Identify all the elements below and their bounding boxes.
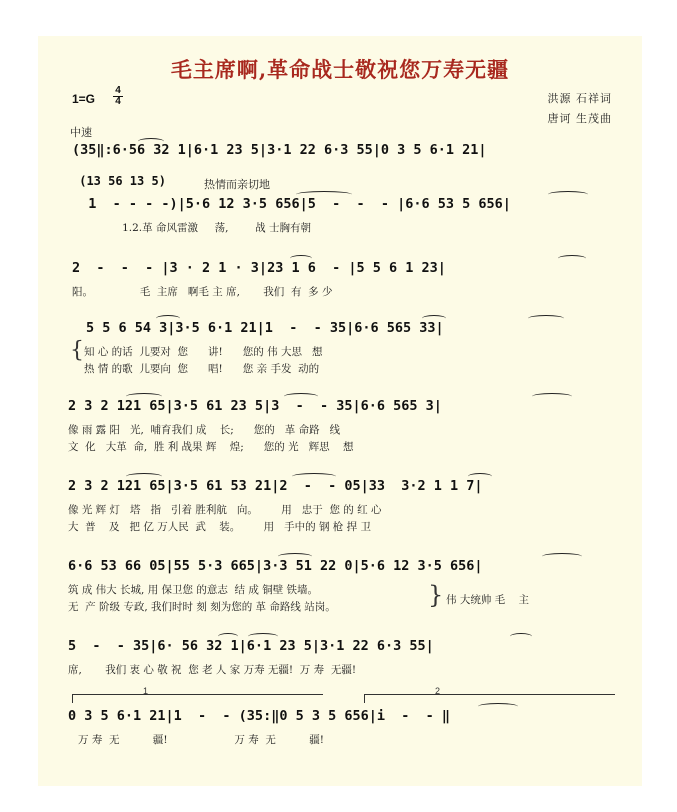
lyrics-line-5b: 文 化 大革 命, 胜 利 战果 辉 煌; 您的 光 辉思 想 xyxy=(68,441,354,453)
lyrics-line-9: 万 寿 无 疆! 万 寿 无 疆! xyxy=(68,734,324,746)
lyrics-line-6a: 像 光 辉 灯 塔 指 引着 胜利航 向。 用 忠于 您 的 红 心 xyxy=(68,504,382,516)
verse-brace: { xyxy=(70,338,84,363)
notes-line-9: 0 3 5 6·1 21|1 - - (35:‖0 5 3 5 656|i - - ‖ xyxy=(68,708,451,724)
notes-line-3: 2 - - - |3 · 2 1 · 3|23 1 6 - |5 5 6 1 23| xyxy=(72,260,446,276)
lyrics-line-7c: 伟 大统帅 毛 主 xyxy=(446,594,530,606)
volta-1-label: 1 xyxy=(143,686,149,696)
volta-2-label: 2 xyxy=(435,686,441,696)
lyrics-line-8: 席, 我们 衷 心 敬 祝 您 老 人 家 万寿 无疆! 万 寿 无疆! xyxy=(68,664,357,676)
lyrics-line-4b: 热 情 的歌 儿要向 您 唱! 您 亲 手发 动的 xyxy=(84,363,320,375)
lyrics-line-5a: 像 雨 露 阳 光, 哺育我们 成 长; 您的 革 命路 线 xyxy=(68,424,341,436)
notes-line-4: 5 5 6 54 3|3·5 6·1 21|1 - - 35|6·6 565 33| xyxy=(86,320,444,336)
lyrics-line-7b: 无 产 阶级 专政, 我们时时 刻 刻为您的 革 命路线 站岗。 xyxy=(68,601,336,613)
volta-2 xyxy=(364,686,615,703)
lyricist-credit: 洪源 石祥词 xyxy=(547,92,612,105)
lyrics-line-2: 1.2.革 命风雷激 荡, 战 士胸有朝 xyxy=(72,222,312,234)
composer-credit: 唐诃 生茂曲 xyxy=(547,112,612,125)
notes-line-1: (35‖:6·56 32 1|6·1 23 5|3·1 22 6·3 55|0 3 5 6·1 21| xyxy=(72,142,487,158)
lyrics-line-7a: 筑 成 伟大 长城, 用 保卫您 的意志 结 成 铜壁 铁墙。 xyxy=(68,584,319,596)
song-title: 毛主席啊,革命战士敬祝您万寿无疆 xyxy=(170,57,510,82)
score-page: 毛主席啊,革命战士敬祝您万寿无疆 1=G 4 4 洪源 石祥词 唐诃 生茂曲 中速 (35‖:6·56 32 1|6·1 23 5|3·1 22 6·3 55|0 3 5 6·1 21| (13 56 13 5) 热情而亲切地 1 - - - -)|5·6 12 3·5 656|5 - - - |6·6 53 5 656| 1.2.革 命风雷激 荡, 战 士胸有朝 2 - - - |3 · 2 1 · 3|23 1 6 - |5 5 6 1 23| 阳。 毛 主席 啊毛 主 席, 我们 有 多 少 5 5 6 54 3|3·5 6·1 21|1 - - 35|6·6 565 33| { 知 心 的话 儿要对 您 讲! 您的 伟 大思 想 热 情 的歌 儿要向 您 唱! 您 亲 手发 动的 2 3 2 121 65|3·5 61 23 5|3 - - 35|6·6 565 3| 像 雨 露 阳 光, 哺育我们 成 长; 您的 革 命路 线 文 化 大革 命, 胜 利 战果 辉 煌; 您的 光 辉思 想 2 3 2 121 65|3·5 61 53 21|2 - - 05|33 3·2 1 1 7| 像 光 辉 灯 塔 指 引着 胜利航 向。 用 忠于 您 的 红 心 大 普 及 把 亿 万人民 武 装。 用 手中的 钢 枪 捍 卫 6·6 53 66 05|55 5·3 665|3·3 51 22 0|5·6 12 3·5 656| 筑 成 伟大 长城, 用 保卫您 的意志 结 成 铜壁 铁墙。 无 产 阶级 专政, 我们时时 刻 刻为您的 革 命路线 站岗。 } 伟 大统帅 毛 主 5 - - 35|6· 56 32 1|6·1 23 5|3·1 22 6·3 55| 席, 我们 衷 心 敬 祝 您 老 人 家 万寿 无疆! 万 寿 无疆! 1 2 0 3 5 6·1 21|1 - - (35:‖0 5 3 5 656|i - - ‖ 万 寿 无 疆! 万 寿 无 疆! xyxy=(38,36,642,786)
notes-line-2: 1 - - - -)|5·6 12 3·5 656|5 - - - |6·6 53 5 656| xyxy=(72,196,511,212)
lyrics-line-4a: 知 心 的话 儿要对 您 讲! 您的 伟 大思 想 xyxy=(84,346,323,358)
tempo-marking: 中速 xyxy=(70,126,92,139)
expression-marking: 热情而亲切地 xyxy=(204,178,270,191)
volta-1 xyxy=(72,686,323,703)
lyrics-line-3: 阳。 毛 主席 啊毛 主 席, 我们 有 多 少 xyxy=(72,286,333,298)
notes-line-6: 2 3 2 121 65|3·5 61 53 21|2 - - 05|33 3·2 1 1 7| xyxy=(68,478,483,494)
key-signature: 1=G xyxy=(72,92,96,106)
notes-line-8: 5 - - 35|6· 56 32 1|6·1 23 5|3·1 22 6·3 55| xyxy=(68,638,434,654)
lyrics-line-6b: 大 普 及 把 亿 万人民 武 装。 用 手中的 钢 枪 捍 卫 xyxy=(68,521,371,533)
time-signature xyxy=(112,86,124,107)
notes-line-7: 6·6 53 66 05|55 5·3 665|3·3 51 22 0|5·6 12 3·5 656| xyxy=(68,558,483,574)
notes-line-5: 2 3 2 121 65|3·5 61 23 5|3 - - 35|6·6 565 3| xyxy=(68,398,442,414)
notes-intro: (13 56 13 5) xyxy=(72,174,166,188)
meter-top: 4 xyxy=(115,85,121,96)
meter-bottom: 4 xyxy=(115,96,121,107)
